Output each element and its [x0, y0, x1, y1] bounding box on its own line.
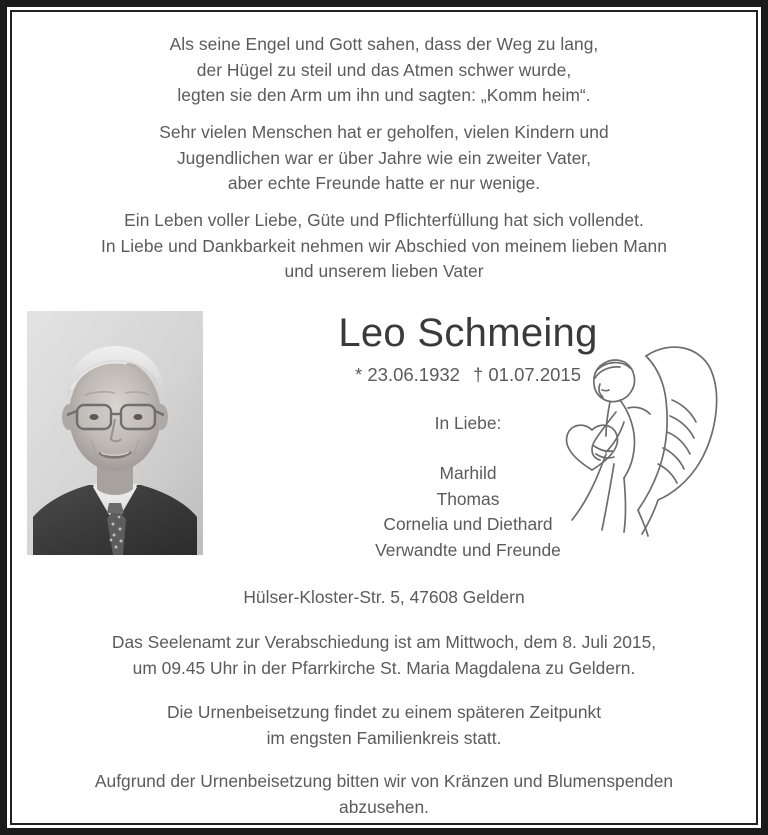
burial-line: im engsten Familienkreis statt.	[266, 727, 502, 748]
verse-stanza-1	[12, 32, 756, 109]
deceased-name: Leo Schmeing	[338, 311, 598, 355]
flowers-line: Aufgrund der Urnenbeisetzung bitten wir von Kränzen und Blumenspenden	[94, 771, 674, 791]
verse-line: In Liebe und Dankbarkeit nehmen wir Abschied von meinem lieben Mann	[101, 235, 667, 256]
birth-symbol: *	[355, 364, 363, 385]
death-symbol: †	[472, 364, 484, 385]
flowers-line: abzusehen.	[339, 796, 429, 817]
mourners-list	[192, 461, 744, 563]
burial-line: Die Urnenbeisetzung findet zu einem späteren Zeitpunkt	[166, 702, 602, 722]
verse-line: der Hügel zu steil und das Atmen schwer wurde,	[196, 59, 572, 80]
verse-line: legten sie den Arm um ihn und sagten: „Komm heim“.	[177, 85, 591, 105]
service-details	[12, 630, 756, 681]
verse-line: Jugendlichen war er über Jahre wie ein zweiter Vater,	[176, 147, 592, 168]
mourners-intro: In Liebe:	[434, 413, 502, 433]
death-date: 01.07.2015	[488, 364, 581, 385]
verse-line: Als seine Engel und Gott sahen, dass der Weg zu lang,	[169, 34, 599, 54]
flowers-note	[12, 769, 756, 820]
verse-stanza-2	[12, 120, 756, 197]
family-address: Hülser-Kloster-Str. 5, 47608 Geldern	[243, 587, 525, 607]
verse-stanza-3	[12, 208, 756, 285]
verse-line: aber echte Freunde hatte er nur wenige.	[227, 173, 541, 193]
service-line: Das Seelenamt zur Verabschiedung ist am Mittwoch, dem 8. Juli 2015,	[111, 632, 657, 652]
verse-line: Ein Leben voller Liebe, Güte und Pflichterfüllung hat sich vollendet.	[124, 210, 644, 230]
burial-note	[12, 700, 756, 751]
life-dates	[192, 363, 744, 387]
identity-block	[192, 309, 744, 387]
service-line: um 09.45 Uhr in der Pfarrkirche St. Maria Magdalena zu Geldern.	[132, 657, 636, 678]
verse-line: Sehr vielen Menschen hat er geholfen, vielen Kindern und	[159, 122, 609, 142]
mourner-name: Thomas	[436, 488, 500, 509]
mourners-block	[192, 411, 744, 563]
mourner-name: Marhild	[439, 463, 497, 483]
frame-white-gap	[7, 7, 761, 828]
mourner-name: Verwandte und Freunde	[375, 539, 561, 560]
portrait-photo	[27, 311, 203, 555]
portrait-photo-graphic	[27, 311, 203, 555]
notice-content	[12, 12, 756, 823]
frame-inner-rule	[10, 10, 758, 825]
birth-date: 23.06.1932	[367, 364, 460, 385]
mourner-name: Cornelia und Diethard	[383, 514, 553, 535]
verse-line: und unserem lieben Vater	[284, 261, 484, 281]
